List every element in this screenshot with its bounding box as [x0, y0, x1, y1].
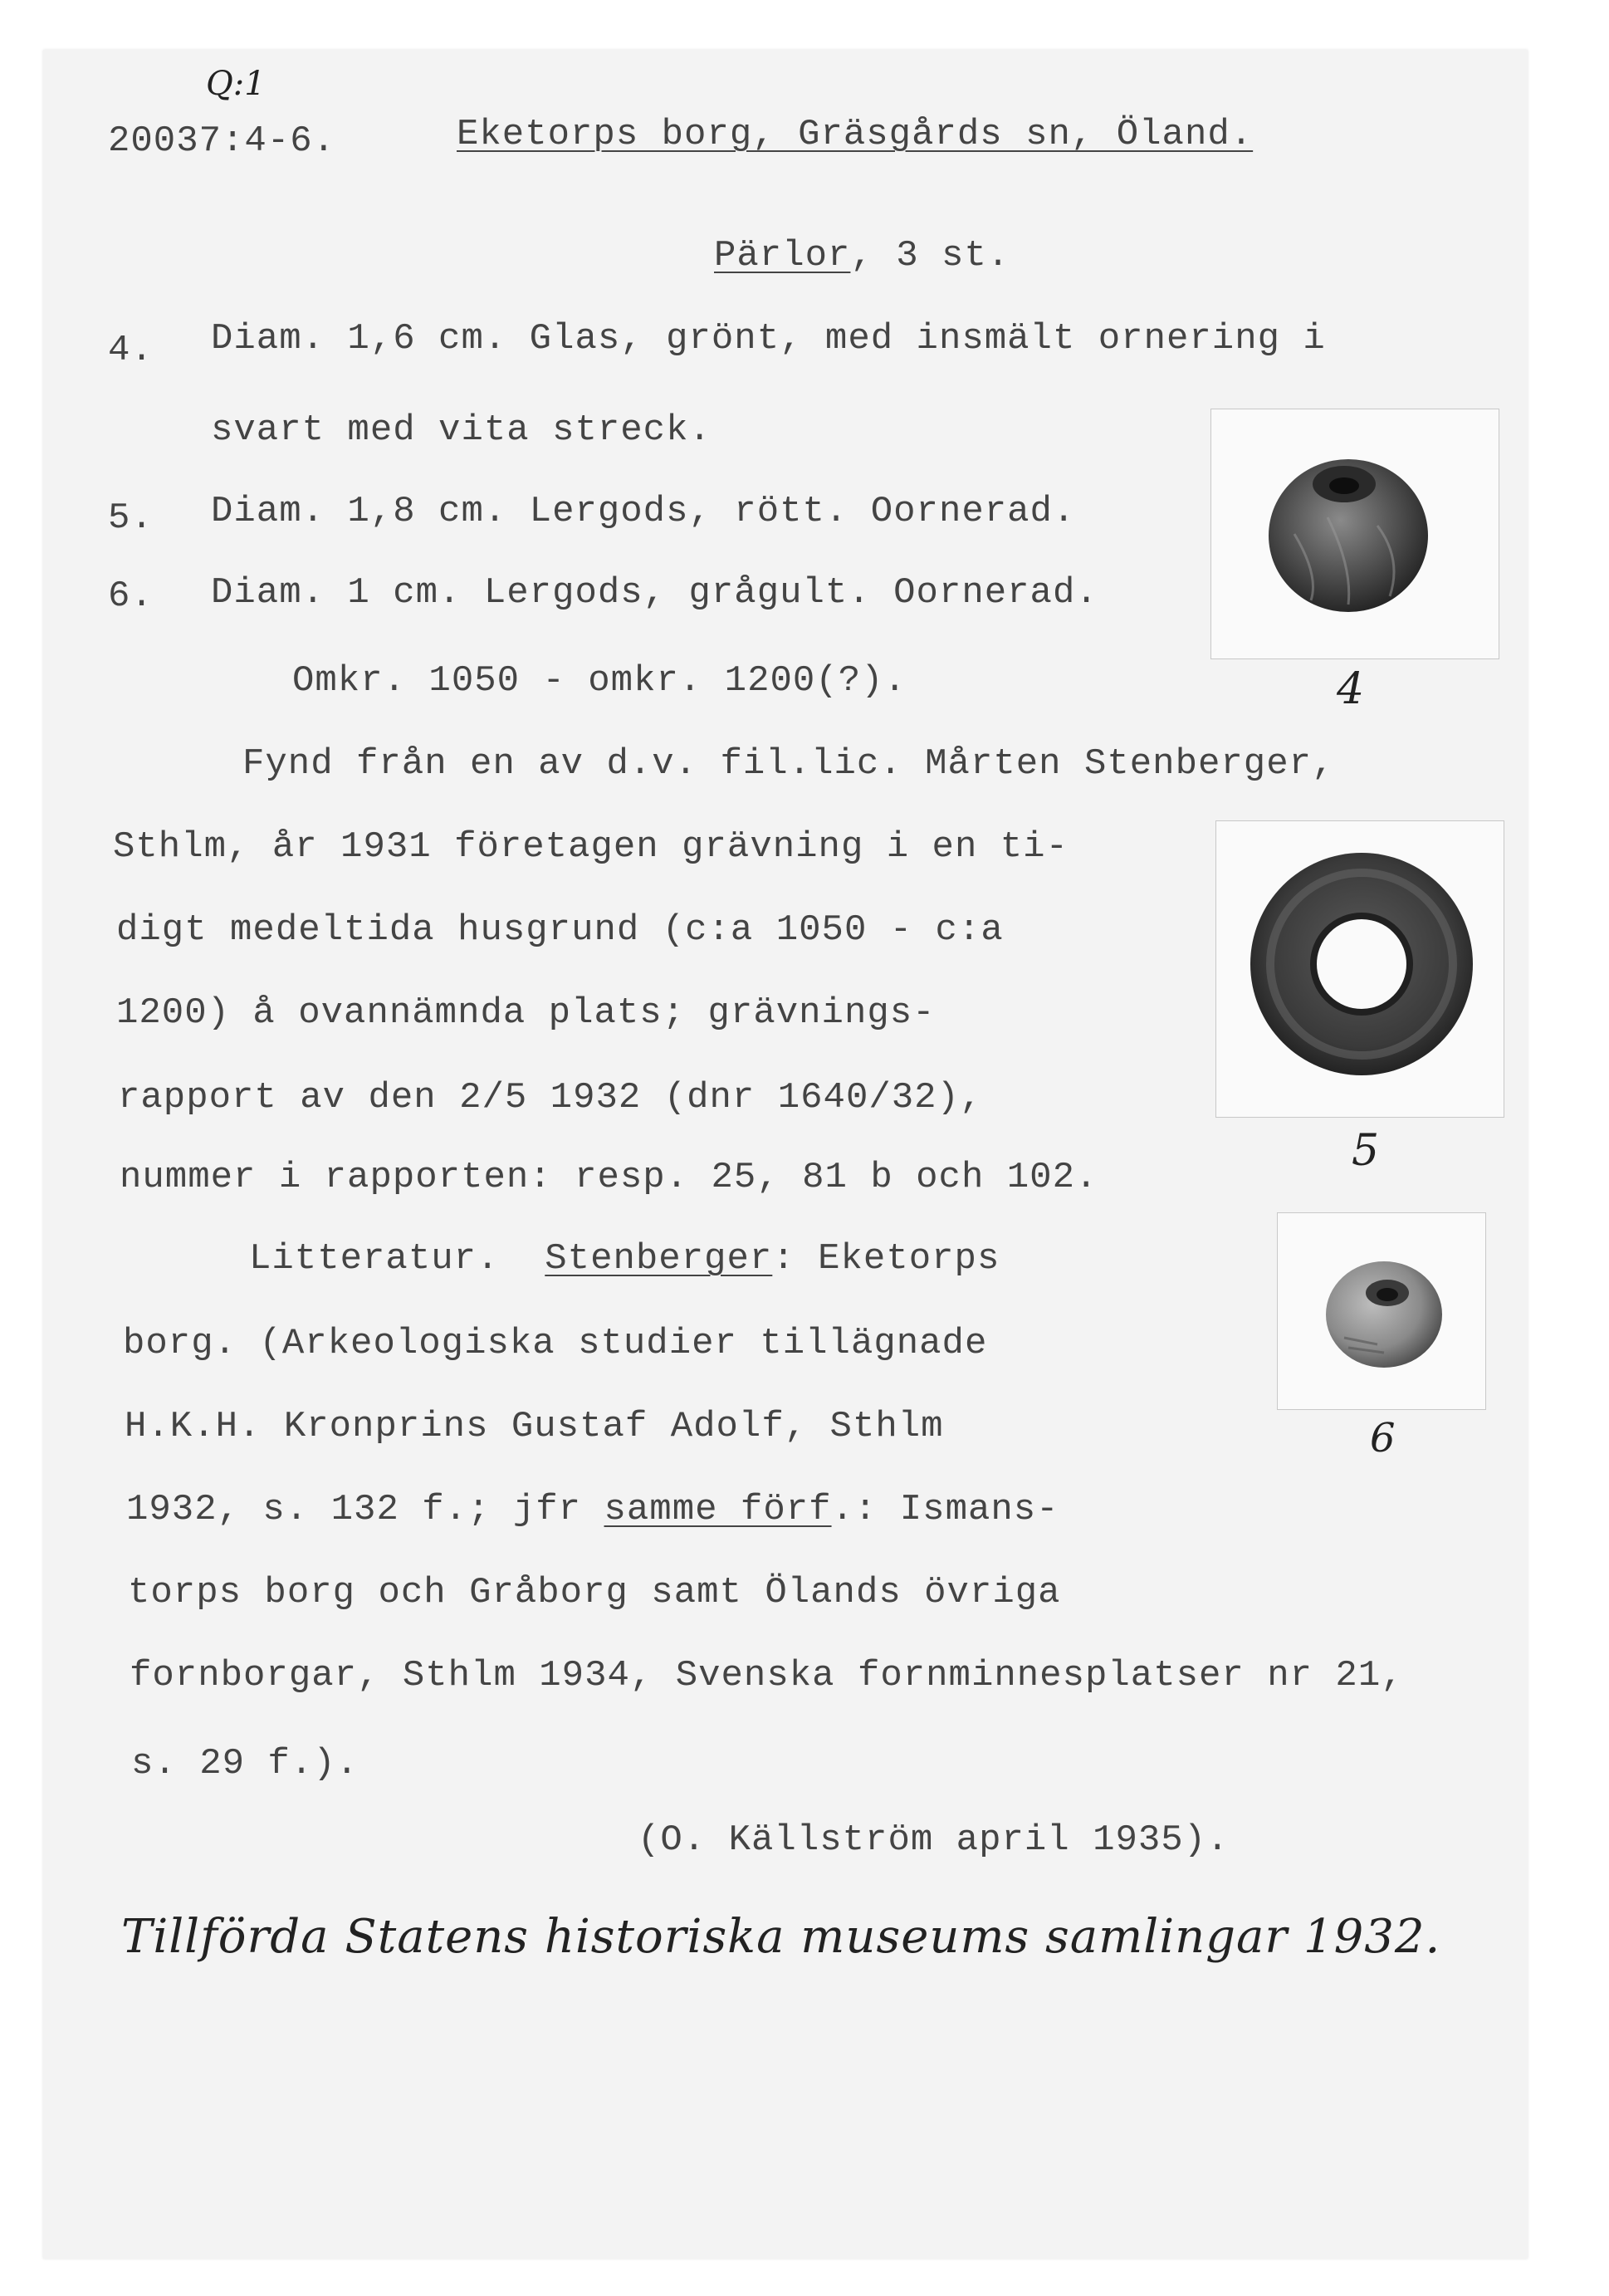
bead-6-image	[1278, 1213, 1485, 1409]
bead-photo-6	[1277, 1212, 1486, 1410]
object-heading	[714, 234, 1010, 277]
item-4-description-cont: svart med vita streck.	[211, 409, 712, 451]
card-mark: Q:1	[206, 65, 266, 103]
photo-label-6: 6	[1370, 1415, 1396, 1461]
find-line-3: digt medeltida husgrund (c:a 1050 - c:a	[116, 909, 1004, 951]
heading-count: , 3 st.	[850, 235, 1010, 277]
site-title: Eketorps borg, Gräsgårds sn, Öland.	[457, 114, 1254, 155]
photo-label-4: 4	[1337, 664, 1365, 714]
bead-4-image	[1211, 409, 1499, 658]
literature-author: Stenberger	[545, 1238, 773, 1280]
literature-same-author: samme förf	[604, 1489, 832, 1530]
literature-label: Litteratur.	[249, 1238, 500, 1280]
literature-line-1	[249, 1237, 1000, 1280]
bead-5-image	[1216, 821, 1504, 1117]
literature-line-4-start: 1932, s. 132 f.; jfr	[126, 1489, 604, 1530]
find-line-1: Fynd från en av d.v. fil.lic. Mårten Stenberger,	[242, 743, 1335, 785]
find-line-4: 1200) å ovannämnda plats; grävnings-	[116, 992, 936, 1034]
find-line-6: nummer i rapporten: resp. 25, 81 b och 102.	[120, 1157, 1098, 1198]
photo-label-5: 5	[1352, 1126, 1380, 1176]
item-5-description: Diam. 1,8 cm. Lergods, rött. Oornerad.	[211, 491, 1076, 532]
literature-line-6: fornborgar, Sthlm 1934, Svenska fornminnesplatser nr 21,	[130, 1655, 1404, 1696]
literature-title-start: : Eketorps	[772, 1238, 1000, 1280]
literature-line-3: H.K.H. Kronprins Gustaf Adolf, Sthlm	[125, 1406, 944, 1447]
heading-text: Pärlor	[714, 235, 851, 277]
find-line-5: rapport av den 2/5 1932 (dnr 1640/32),	[118, 1077, 983, 1119]
literature-line-4	[126, 1488, 1059, 1531]
item-4-description: Diam. 1,6 cm. Glas, grönt, med insmält ornering i	[211, 318, 1326, 360]
dating: Omkr. 1050 - omkr. 1200(?).	[292, 660, 907, 702]
find-line-2: Sthlm, år 1931 företagen grävning i en ti-	[113, 826, 1069, 868]
item-6-description: Diam. 1 cm. Lergods, grågult. Oornerad.	[211, 572, 1098, 614]
literature-line-4-end: .: Ismans-	[831, 1489, 1059, 1530]
item-4-number: 4.	[108, 330, 154, 371]
item-6-number: 6.	[108, 575, 154, 617]
signature: (O. Källström april 1935).	[638, 1819, 1230, 1861]
bead-photo-4	[1210, 409, 1499, 659]
item-5-number: 5.	[108, 497, 154, 539]
catalog-number: 20037:4-6.	[108, 120, 336, 162]
literature-line-5: torps borg och Gråborg samt Ölands övriga	[128, 1572, 1061, 1613]
handwritten-note: Tillförda Statens historiska museums samlingar 1932.	[121, 1910, 1441, 1964]
literature-line-2: borg. (Arkeologiska studier tillägnade	[123, 1323, 988, 1364]
literature-line-7: s. 29 f.).	[131, 1743, 359, 1784]
bead-photo-5	[1215, 820, 1504, 1118]
